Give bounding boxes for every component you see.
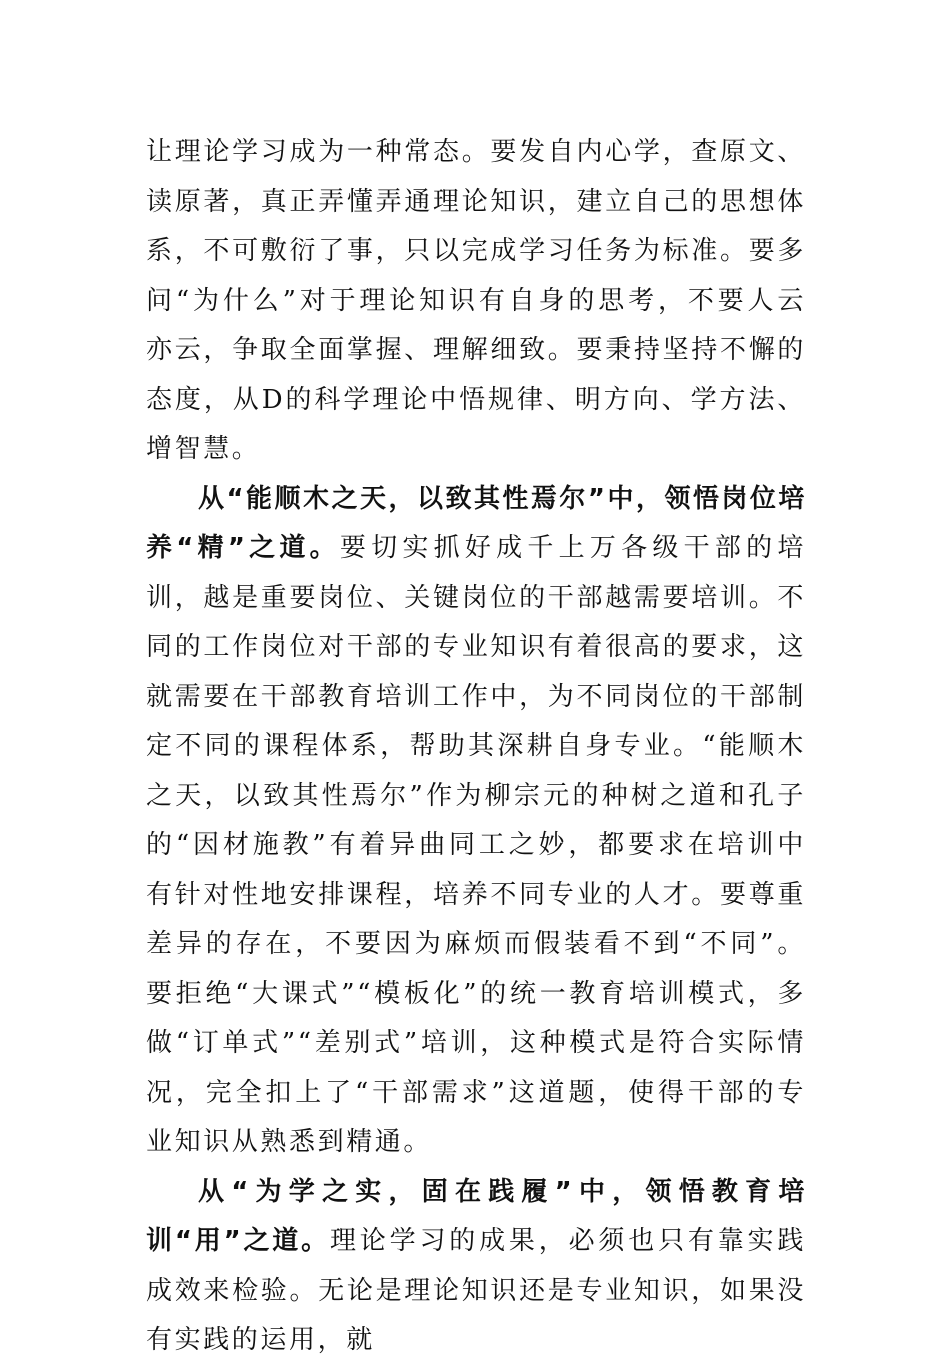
document-body	[146, 128, 806, 1366]
paragraph-2-heading: 从“能顺木之天，以致其性焉尔”中，领悟岗位培养“精”之道。	[146, 483, 806, 563]
paragraph-3-text: 理论学习的成果，必须也只有靠实践成效来检验。无论是理论知识还是专业知识，如果没有实践的运用，就	[146, 1226, 806, 1355]
paragraph-3	[146, 1168, 806, 1366]
paragraph-3-heading: 从“为学之实，固在践履”中，领悟教育培训“用”之道。	[146, 1176, 806, 1256]
paragraph-2	[146, 475, 806, 1168]
paragraph-1-text: 让理论学习成为一种常态。要发自内心学，查原文、读原著，真正弄懂弄通理论知识，建立自己的思想体系，不可敷衍了事，只以完成学习任务为标准。要多问“为什么”对于理论知识有自身的思考，不要人云亦云，争取全面掌握、理解细致。要秉持坚持不懈的态度，从D的科学理论中悟规律、明方向、学方法、增智慧。	[146, 137, 806, 464]
paragraph-2-text: 要切实抓好成千上万各级干部的培训，越是重要岗位、关键岗位的干部越需要培训。不同的工作岗位对干部的专业知识有着很高的要求，这就需要在干部教育培训工作中，为不同岗位的干部制定不同的课程体系，帮助其深耕自身专业。“能顺木之天，以致其性焉尔”作为柳宗元的种树之道和孔子的“因材施教”有着异曲同工之妙，都要求在培训中有针对性地安排课程，培养不同专业的人才。要尊重差异的存在，不要因为麻烦而假装看不到“不同”。要拒绝“大课式”“模板化”的统一教育培训模式，多做“订单式”“差别式”培训，这种模式是符合实际情况，完全扣上了“干部需求”这道题，使得干部的专业知识从熟悉到精通。	[146, 533, 806, 1157]
paragraph-1	[146, 128, 806, 475]
